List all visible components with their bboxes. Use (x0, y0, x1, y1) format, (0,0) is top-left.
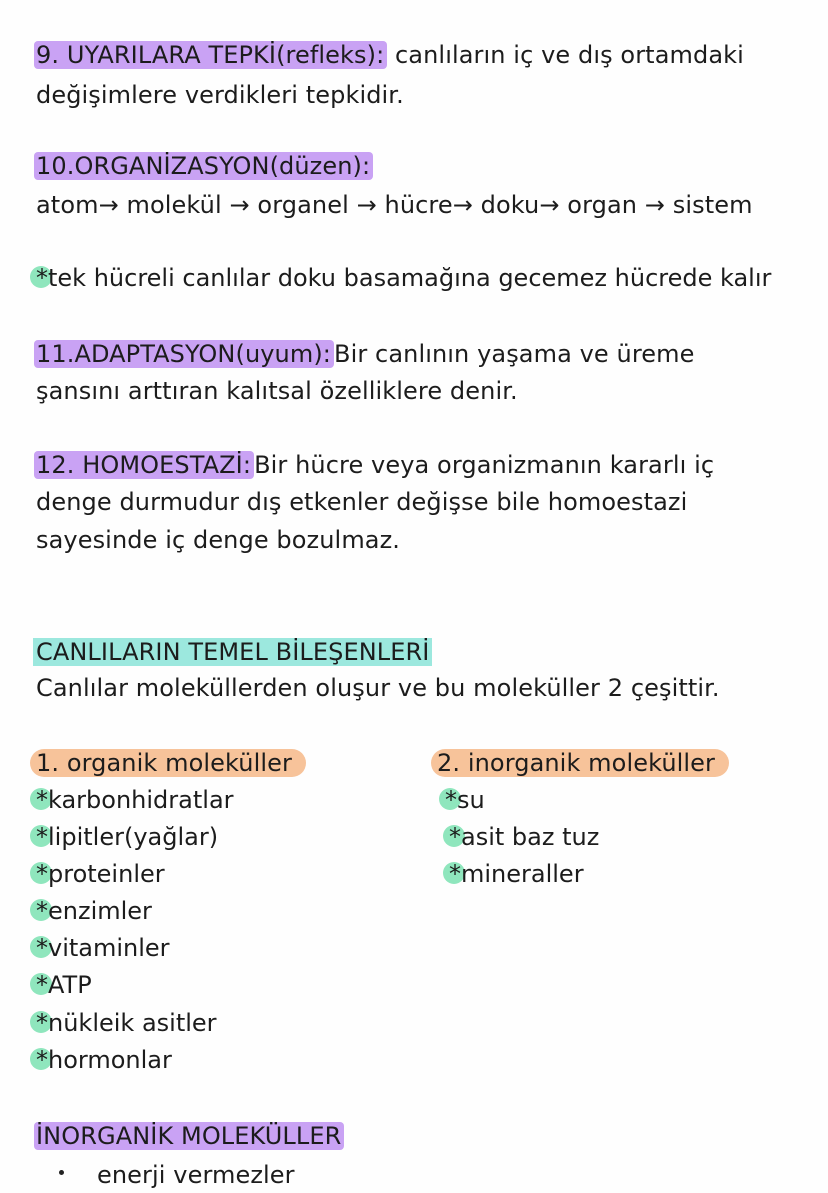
inorganic-section-title: İNORGANİK MOLEKÜLLER (34, 1122, 344, 1150)
section-title-line (36, 634, 432, 670)
item-12-line2: denge durmudur dış etkenler değişse bile homoestazi (36, 488, 688, 516)
inorganic-item (445, 782, 485, 818)
organic-item-text: *hormonlar (36, 1046, 172, 1074)
inorganic-item-text: *asit baz tuz (449, 823, 600, 851)
organic-item-text: *ATP (36, 971, 92, 999)
inorganic-heading: 2. inorganik moleküller (431, 749, 729, 777)
item-9-text: canlıların iç ve dış ortamdaki (387, 41, 744, 69)
item-11-line2: şansını arttıran kalıtsal özelliklere denir. (36, 377, 518, 405)
organic-item-text: *nükleik asitler (36, 1009, 217, 1037)
item-9-line1 (36, 37, 744, 73)
inorganic-item (449, 819, 599, 855)
bullet-icon (59, 1170, 64, 1175)
item-10-line1 (36, 148, 373, 184)
organic-heading-line (36, 745, 306, 781)
organic-item (36, 819, 218, 855)
organic-item (36, 782, 234, 818)
organic-item-text: *vitaminler (36, 934, 170, 962)
inorganic-bullet: enerji vermezler (97, 1161, 295, 1189)
note-line (36, 260, 771, 296)
item-12-line1 (36, 447, 714, 483)
organic-item-text: *lipitler(yağlar) (36, 823, 219, 851)
inorganic-item-text: *mineraller (449, 860, 584, 888)
inorganic-heading-line (437, 745, 729, 781)
item-12-text: Bir hücre veya organizmanın kararlı iç (254, 451, 715, 479)
organic-item-text: *proteinler (36, 860, 165, 888)
organic-item (36, 1042, 172, 1078)
organic-item-text: *enzimler (36, 897, 152, 925)
item-10-hierarchy: atom→ molekül → organel → hücre→ doku→ organ → sistem (36, 191, 753, 219)
note-text: *tek hücreli canlılar doku basamağına gecemez hücrede kalır (36, 264, 772, 292)
item-11-text: Bir canlının yaşama ve üreme (334, 340, 695, 368)
item-11-title: 11.ADAPTASYON(uyum): (34, 340, 334, 368)
inorganic-section-title-line (36, 1118, 344, 1154)
item-12-title: 12. HOMOESTAZİ: (34, 451, 254, 479)
item-11-line1 (36, 336, 695, 372)
section-intro: Canlılar moleküllerden oluşur ve bu moleküller 2 çeşittir. (36, 674, 720, 702)
item-10-title: 10.ORGANİZASYON(düzen): (34, 152, 373, 180)
item-12-line3: sayesinde iç denge bozulmaz. (36, 526, 401, 554)
item-9-line2: değişimlere verdikleri tepkidir. (36, 81, 404, 109)
organic-item (36, 856, 165, 892)
organic-item (36, 930, 170, 966)
organic-heading: 1. organik moleküller (30, 749, 306, 777)
inorganic-item-text: *su (445, 786, 485, 814)
item-9-title: 9. UYARILARA TEPKİ(refleks): (34, 41, 387, 69)
organic-item (36, 967, 92, 1003)
organic-item (36, 893, 152, 929)
organic-item (36, 1005, 217, 1041)
inorganic-item (449, 856, 584, 892)
section-title: CANLILARIN TEMEL BİLEŞENLERİ (33, 638, 432, 666)
organic-item-text: *karbonhidratlar (36, 786, 234, 814)
